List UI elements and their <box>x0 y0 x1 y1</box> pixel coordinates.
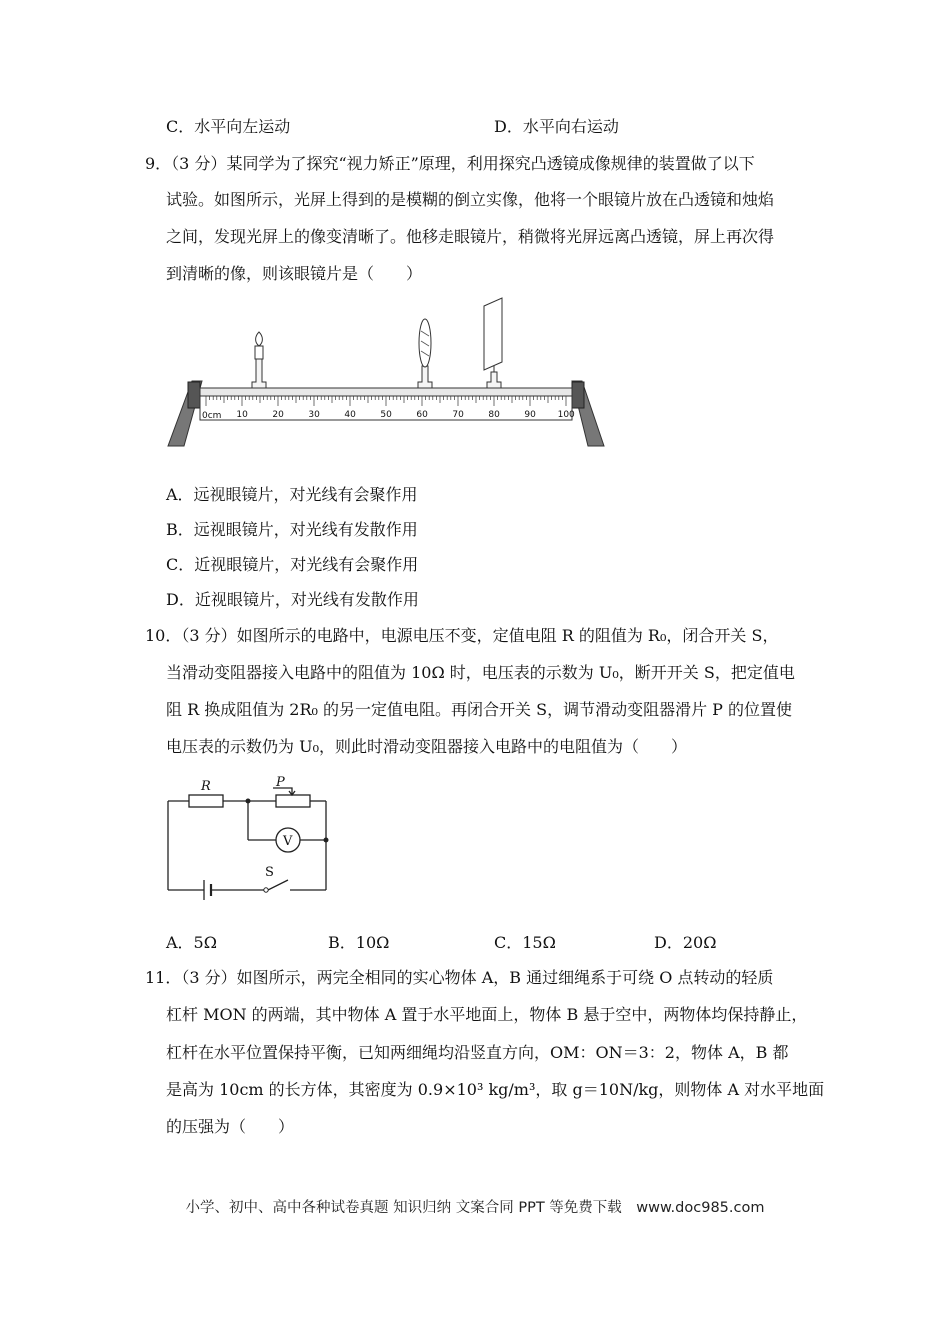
q8-option-d: D．水平向右运动 <box>494 117 619 136</box>
candle <box>252 332 266 388</box>
ruler-tick-label: 20 <box>272 410 284 420</box>
q11-stem-line5: 的压强为（ ） <box>166 1117 295 1136</box>
q9-stem-line1: 9．（3 分）某同学为了探究“视力矫正”原理，利用探究凸透镜成像规律的装置做了以下 <box>145 154 755 173</box>
circuit-diagram-figure <box>164 772 334 900</box>
ruler-tick-label: 10 <box>236 410 248 420</box>
q10-option-c: C．15Ω <box>494 933 556 952</box>
convex-lens <box>418 319 432 388</box>
label-p: P <box>276 775 285 790</box>
q9-option-d: D．近视眼镜片，对光线有发散作用 <box>166 590 419 609</box>
label-r: R <box>201 779 211 794</box>
q10-option-b: B．10Ω <box>328 933 390 952</box>
page-footer: 小学、初中、高中各种试卷真题 知识归纳 文案合同 PPT 等免费下载 www.doc985.com <box>185 1200 765 1216</box>
q8-option-c: C．水平向左运动 <box>166 117 291 136</box>
q10-stem-line4: 电压表的示数仍为 U₀，则此时滑动变阻器接入电路中的电阻值为（ ） <box>166 737 687 756</box>
q10-option-a: A．5Ω <box>166 933 218 952</box>
ruler-tick-label: 90 <box>524 410 536 420</box>
q11-stem-line3: 杠杆在水平位置保持平衡，已知两细绳均沿竖直方向，OM：ON＝3：2，物体 A，B 都 <box>166 1043 789 1062</box>
label-s: S <box>265 865 274 880</box>
q9-option-c: C．近视眼镜片，对光线有会聚作用 <box>166 555 419 574</box>
ruler-unit-label: 0cm <box>202 411 222 421</box>
q10-stem-line1: 10．（3 分）如图所示的电路中，电源电压不变，定值电阻 R 的阻值为 R₀，闭合开关 S， <box>145 626 779 645</box>
ruler-tick-label: 80 <box>488 410 500 420</box>
label-v: V <box>283 834 293 849</box>
rheostat <box>276 795 310 807</box>
optical-bench-figure <box>166 296 606 448</box>
candle-flame <box>256 332 263 346</box>
q11-stem-line1: 11．（3 分）如图所示，两完全相同的实心物体 A，B 通过细绳系于可绕 O 点转动的轻质 <box>145 968 774 987</box>
q10-stem-line2: 当滑动变阻器接入电路中的阻值为 10Ω 时，电压表的示数为 U₀，断开开关 S，把定值电 <box>166 663 795 682</box>
ruler-tick-label: 70 <box>452 410 464 420</box>
right-end-block <box>572 382 584 408</box>
ruler-tick-label: 60 <box>416 410 428 420</box>
light-screen <box>484 298 502 388</box>
ruler-tick-label: 30 <box>308 410 320 420</box>
q10-stem-line3: 阻 R 换成阻值为 2R₀ 的另一定值电阻。再闭合开关 S，调节滑动变阻器滑片 P 的位置使 <box>166 700 793 719</box>
q11-stem-line4: 是高为 10cm 的长方体，其密度为 0.9×10³ kg/m³，取 g＝10N/kg，则物体 A 对水平地面 <box>166 1080 825 1099</box>
bench-rail <box>200 388 572 396</box>
switch-s <box>268 880 288 890</box>
q10-option-d: D．20Ω <box>654 933 717 952</box>
q9-stem-line2: 试验。如图所示，光屏上得到的是模糊的倒立实像，他将一个眼镜片放在凸透镜和烛焰 <box>166 190 775 209</box>
q11-stem-line2: 杠杆 MON 的两端，其中物体 A 置于水平地面上，物体 B 悬于空中，两物体均保持静止， <box>166 1005 808 1024</box>
q9-option-a: A．远视眼镜片，对光线有会聚作用 <box>166 485 418 504</box>
q9-option-b: B．远视眼镜片，对光线有发散作用 <box>166 520 418 539</box>
left-end-block <box>188 382 200 408</box>
resistor-r <box>189 795 223 807</box>
q9-stem-line4: 到清晰的像，则该眼镜片是（ ） <box>166 264 423 283</box>
ruler-tick-label: 100 <box>557 410 575 420</box>
q9-stem-line3: 之间，发现光屏上的像变清晰了。他移走眼镜片，稍微将光屏远离凸透镜，屏上再次得 <box>166 227 775 246</box>
ruler-tick-label: 50 <box>380 410 392 420</box>
ruler-tick-label: 40 <box>344 410 356 420</box>
